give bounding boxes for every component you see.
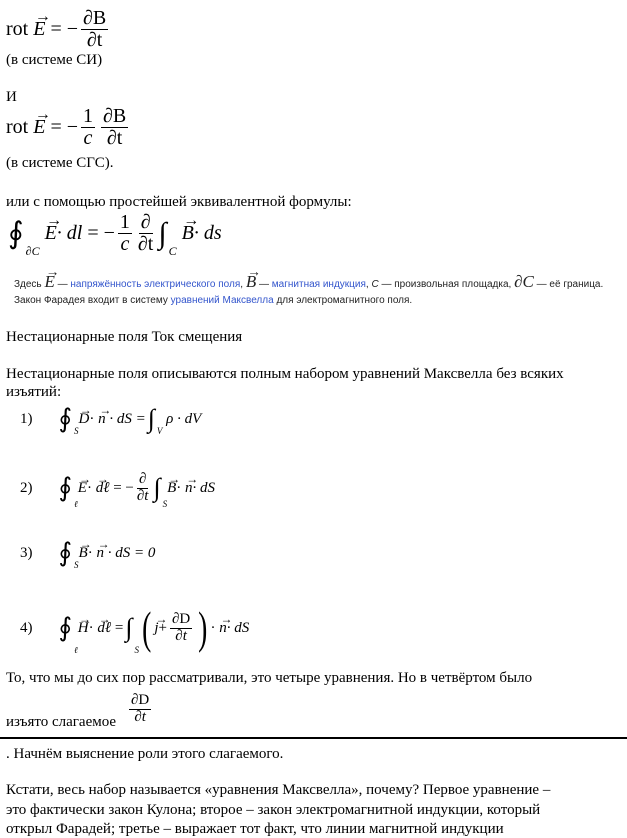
integral: ∫ [147,404,155,433]
rho-dv: ρ · dV [166,410,202,427]
vector-h: → H [78,620,89,637]
paragraph-line: это фактически закон Кулона; второе – закон электромагнитной индукции, который [6,802,541,818]
text: — её граница. [536,279,604,290]
numerator: ∂ [140,211,151,233]
numerator: ∂D [131,692,150,708]
numerator: 1 [83,105,93,127]
contour-integral: ∮ [8,216,24,250]
vector-e: → E [45,222,57,245]
subscript: S [134,645,139,655]
vector-n: → n [98,411,106,428]
note-si: (в системе СИ) [6,52,103,68]
numerator: ∂ [138,471,147,487]
subscript: ℓ [74,645,78,655]
denominator: ∂t [136,487,149,504]
integral: ∫ [153,473,161,503]
rot-operator: rot [6,116,29,138]
equation-1: 1) ∮ S → D · → n · dS = ∫ V ρ · dV [20,406,201,432]
paragraph-line: Кстати, весь набор называется «уравнения Максвелла», почему? Первое уравнение – [6,782,551,798]
wiki-line-1 [14,272,603,292]
integral: ∫ [158,216,167,250]
symbol-c: C [371,279,379,290]
denominator: ∂t [137,233,154,255]
formula-rot-e-cgs [6,106,131,149]
ds: · ds [193,222,222,244]
equals-minus: = − [50,116,78,138]
contour-integral: ∮ [58,473,73,503]
equation-number: 3) [20,544,33,561]
vector-b: → B [246,272,256,292]
vector-j: → j [154,620,158,637]
equation-3: 3) ∮ S → B · → n · dS = 0 [20,540,155,566]
text: — [259,279,270,290]
paragraph-line: открыл Фарадей; третье – выражает тот факт, что линии магнитной индукции [6,821,504,837]
note-cgs: (в системе СГС). [6,155,114,171]
paragraph-line: То, что мы до сих пор рассматривали, это четыре уравнения. Но в четвёртом было [6,670,533,686]
paragraph-line: . Начнём выяснение роли этого слагаемого. [6,746,284,762]
wiki-line-2 [14,295,412,306]
denominator: c [120,233,130,255]
link-magnetic-induction[interactable]: магнитная индукция [271,279,366,290]
ds-equals-zero: · dS = 0 [107,544,156,561]
vector-d: → D [79,411,90,428]
equals-minus: = − [113,479,134,496]
contour-integral: ∮ [58,538,73,567]
fraction-dd-dt [170,612,192,645]
vector-dl: → dℓ [97,620,111,637]
text: — [57,279,68,290]
denominator: ∂t [134,708,146,725]
denominator: ∂t [86,29,103,51]
formula-rot-e-si [6,8,111,51]
numerator: ∂B [83,7,107,29]
subscript: ∂C [25,244,40,258]
ds: · dS [226,619,250,636]
ds-equals: · dS = [109,410,146,427]
numerator: ∂B [103,105,127,127]
subscript: S [162,498,168,509]
vector-e: → E [33,18,45,41]
plus: + [158,619,167,636]
term-dd-dt [126,692,154,726]
text: — произвольная площадка, [381,279,512,290]
vector-e: → E [33,116,45,139]
text: , [365,279,369,290]
subscript: C [168,244,177,258]
ds: · dS [192,479,216,496]
paragraph-line: изъятий: [6,384,62,400]
vector-n: → n [219,620,227,637]
vector-dl: → dℓ [96,480,110,497]
denominator: ∂t [106,127,123,149]
formula-integral [6,211,222,258]
divider [0,737,627,739]
vector-b: → B [182,222,194,245]
denominator: ∂t [175,627,187,644]
contour-integral: ∮ [58,404,73,433]
vector-b: → B [79,545,88,562]
fraction-d-dt [137,472,149,505]
equation-number: 1) [20,410,33,427]
equation-4: 4) ∮ ℓ → H · → dℓ = ∫ S ( → j + $\frac{\partial D}{\partial t}$ ) · → n · dS [20,605,249,651]
equation-number: 2) [20,479,33,496]
fraction-1-c [81,106,95,149]
fraction-d-dt [138,212,153,255]
contour-integral: ∮ [58,613,73,642]
equals-minus: = − [50,18,78,40]
vector-b: → B [167,480,176,497]
text: Здесь [14,279,42,290]
vector-e: → E [44,272,54,292]
symbol-dc: ∂C [514,272,534,291]
conjunction: И [6,89,17,105]
paragraph-line: Нестационарные поля описываются полным набором уравнений Максвелла без всяких [6,366,564,382]
vector-n: → n [185,480,193,497]
subscript: S [74,560,79,570]
section-heading: Нестационарные поля Ток смещения [6,329,243,345]
subscript: V [156,426,163,436]
equals: = [114,619,124,636]
subscript: ℓ [74,498,78,509]
link-maxwell-equations[interactable]: уравнений Максвелла [170,295,274,306]
equation-2: 2) ∮ ℓ → E · → dℓ = − ∂ ∂t ∫ S → B · → n · dS [20,472,215,505]
dl: · dl [56,222,83,244]
subscript: S [74,426,79,436]
numerator: 1 [119,211,130,233]
paragraph-line: изъято слагаемое [6,714,117,730]
equals-minus: = − [87,222,115,244]
rot-operator: rot [6,18,29,40]
vector-e: → E [78,480,87,497]
numerator: ∂D [171,610,191,627]
vector-n: → n [96,545,104,562]
integral: ∫ [125,613,133,642]
fraction [129,693,151,726]
fraction [81,8,108,51]
fraction [101,106,128,149]
denominator: c [83,127,93,149]
link-electric-field[interactable]: напряжённость электрического поля [70,279,241,290]
left-paren: ( [142,602,152,653]
text: Закон Фарадея входит в систему [14,295,168,306]
text: для электромагнитного поля. [276,295,413,306]
text: , [240,279,244,290]
right-paren: ) [198,602,208,653]
equation-number: 4) [20,619,33,636]
intro-integral: или с помощью простейшей эквивалентной формулы: [6,194,352,210]
fraction-1-c [118,212,132,255]
